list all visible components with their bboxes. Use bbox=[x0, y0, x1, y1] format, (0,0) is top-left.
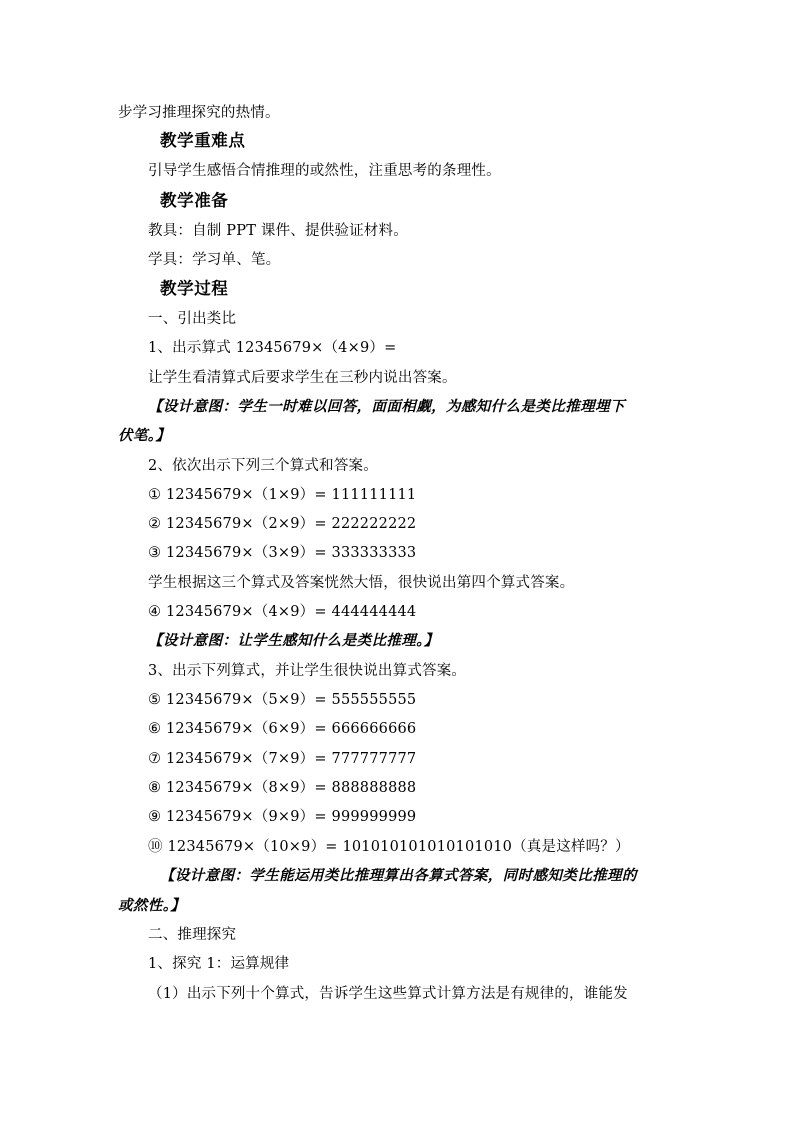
equation-10: ⑩ 12345679×（10×9）= 101010101010101010（真是这样吗？） bbox=[148, 839, 630, 855]
equation-4: ④ 12345679×（4×9）= 444444444 bbox=[148, 604, 417, 620]
design-note-1-line2: 伏笔。】 bbox=[118, 427, 171, 444]
section1-step2: 2、依次出示下列三个算式和答案。 bbox=[148, 458, 378, 474]
design-note-1-line1: 【设计意图：学生一时难以回答，面面相觑，为感知什么是类比推理埋下 bbox=[148, 398, 625, 415]
heading-process: 教学过程 bbox=[160, 279, 229, 298]
intro-tail-text: 步学习推理探究的热情。 bbox=[118, 105, 280, 121]
heading-preparation: 教学准备 bbox=[160, 191, 229, 210]
equation-2: ② 12345679×（2×9）= 222222222 bbox=[148, 516, 417, 532]
section1-step1-desc: 让学生看清算式后要求学生在三秒内说出答案。 bbox=[148, 370, 457, 386]
section1-step1: 1、出示算式 12345679×（4×9）= bbox=[148, 340, 397, 356]
equation-5: ⑤ 12345679×（5×9）= 555555555 bbox=[148, 692, 417, 708]
equation-9: ⑨ 12345679×（9×9）= 999999999 bbox=[148, 809, 417, 825]
section1-step3: 3、出示下列算式，并让学生很快说出算式答案。 bbox=[148, 663, 467, 679]
design-note-3-line2: 或然性。】 bbox=[118, 897, 186, 914]
student-tools-text: 学具：学习单、笔。 bbox=[148, 252, 281, 268]
key-points-text: 引导学生感悟合情推理的或然性，注重思考的条理性。 bbox=[148, 163, 501, 179]
equation-6: ⑥ 12345679×（6×9）= 666666666 bbox=[148, 721, 417, 737]
design-note-2: 【设计意图：让学生感知什么是类比推理。】 bbox=[148, 632, 439, 649]
equation-3: ③ 12345679×（3×9）= 333333333 bbox=[148, 545, 417, 561]
section2-step1: 1、探究 1：运算规律 bbox=[148, 956, 290, 972]
equation-7: ⑦ 12345679×（7×9）= 777777777 bbox=[148, 751, 417, 767]
heading-key-points: 教学重难点 bbox=[160, 131, 246, 150]
teacher-tools-text: 教具：自制 PPT 课件、提供验证材料。 bbox=[148, 223, 408, 239]
section2-step1-desc: （1）出示下列十个算式，告诉学生这些算式计算方法是有规律的，谁能发 bbox=[148, 986, 628, 1002]
section2-title: 二、推理探究 bbox=[148, 927, 237, 943]
section1-title: 一、引出类比 bbox=[148, 311, 237, 327]
equation-1: ① 12345679×（1×9）= 111111111 bbox=[148, 487, 417, 503]
equation-8: ⑧ 12345679×（8×9）= 888888888 bbox=[148, 780, 417, 796]
design-note-3-line1: 【设计意图：学生能运用类比推理算出各算式答案，同时感知类比推理的 bbox=[160, 867, 637, 884]
section1-step2-desc: 学生根据这三个算式及答案恍然大悟，很快说出第四个算式答案。 bbox=[148, 575, 575, 591]
